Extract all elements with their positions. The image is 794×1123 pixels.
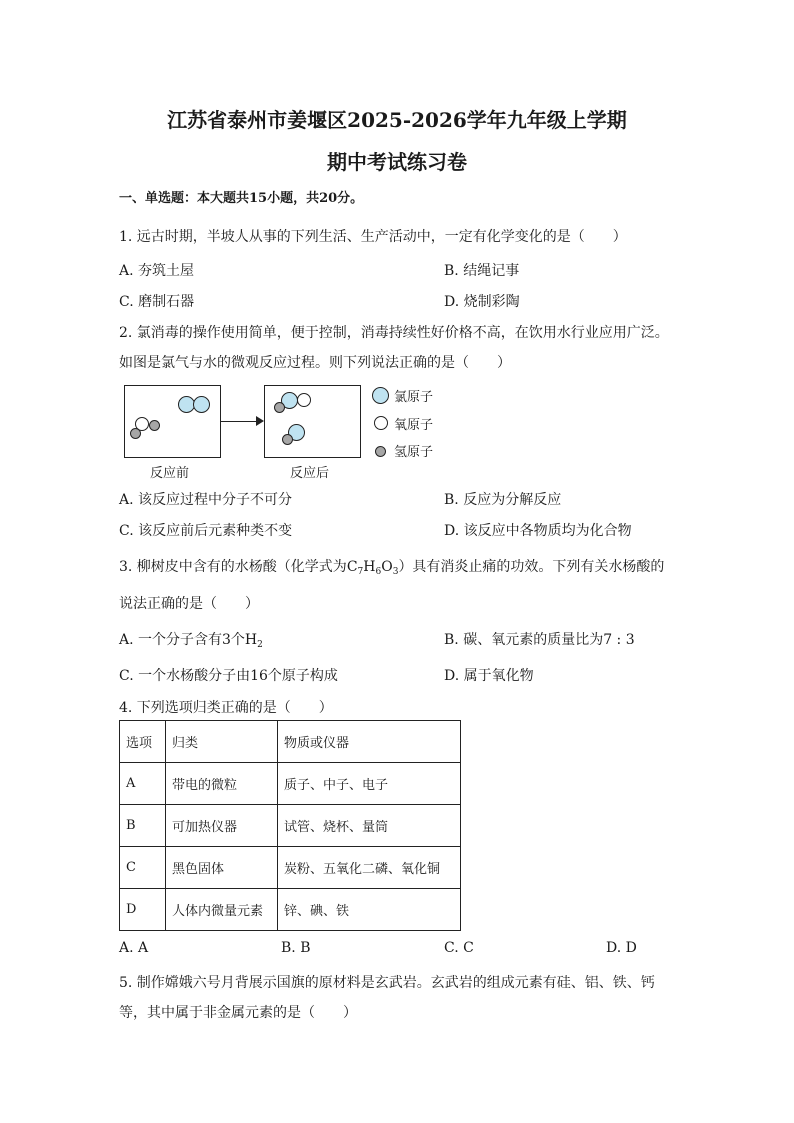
q1-option-b: B. 结绳记事 — [444, 263, 520, 279]
hydrogen-atom — [274, 402, 285, 413]
question-1-stem: 1. 远古时期，半坡人从事的下列生活、生产活动中，一定有化学变化的是（ ） — [119, 229, 627, 245]
formula-n1: 7 — [357, 567, 364, 577]
salicylic-acid-formula — [347, 559, 399, 575]
legend-oxygen-label: 氧原子 — [394, 418, 434, 433]
q3-option-c: C. 一个水杨酸分子由16个原子构成 — [119, 668, 338, 684]
page-subtitle: 期中考试练习卷 — [327, 150, 467, 174]
before-reaction-box — [124, 385, 221, 458]
page-title: 江苏省泰州市姜堰区2025-2026学年九年级上学期 — [167, 108, 627, 132]
question-4-stem: 4. 下列选项归类正确的是（ ） — [119, 700, 333, 716]
q2-option-d: D. 该反应中各物质均为化合物 — [444, 523, 632, 539]
q2-option-b: B. 反应为分解反应 — [444, 492, 562, 508]
q3-option-d: D. 属于氧化物 — [444, 668, 534, 684]
question-5-stem-line1: 5. 制作嫦娥六号月背展示国旗的原材料是玄武岩。玄武岩的组成元素有硅、铝、铁、钙 — [119, 975, 655, 991]
table-cell: D — [120, 889, 166, 931]
q1-option-a: A. 夯筑土屋 — [119, 263, 195, 279]
q3-stem-post: ）具有消炎止痛的功效。下列有关水杨酸的 — [398, 559, 665, 575]
q3-stem-pre: 3. 柳树皮中含有的水杨酸（化学式为 — [119, 559, 347, 575]
table-header-row — [120, 721, 461, 763]
reaction-arrow-head — [256, 416, 264, 426]
q3-option-a — [119, 629, 263, 650]
after-label: 反应后 — [290, 466, 330, 481]
legend-chlorine-icon — [372, 387, 389, 404]
table-cell: 黑色固体 — [166, 847, 278, 889]
q3-option-b: B. 碳、氧元素的质量比为7 : 3 — [444, 632, 635, 648]
question-2-stem-line2: 如图是氯气与水的微观反应过程。则下列说法正确的是（ ） — [119, 355, 511, 371]
q2-option-a: A. 该反应过程中分子不可分 — [119, 492, 293, 508]
table-cell: 带电的微粒 — [166, 763, 278, 805]
question-5-stem-line2: 等，其中属于非金属元素的是（ ） — [119, 1005, 357, 1021]
table-cell: 炭粉、五氧化二磷、氧化铜 — [278, 847, 461, 889]
formula-o: O — [381, 559, 393, 575]
legend-hydrogen-label: 氢原子 — [394, 445, 434, 460]
q1-option-d: D. 烧制彩陶 — [444, 294, 520, 310]
table-cell: 人体内微量元素 — [166, 889, 278, 931]
question-3-stem-line2: 说法正确的是（ ） — [119, 596, 259, 612]
table-header-cell: 物质或仪器 — [278, 721, 461, 763]
question-3-stem-line1 — [119, 556, 664, 577]
q3-option-a-subscript: 2 — [257, 640, 263, 650]
hydrogen-atom — [282, 434, 293, 445]
legend-chlorine-label: 氯原子 — [394, 390, 434, 405]
table-cell: 可加热仪器 — [166, 805, 278, 847]
table-cell: A — [120, 763, 166, 805]
table-row — [120, 889, 461, 931]
q4-option-a: A. A — [119, 940, 149, 956]
formula-h: H — [363, 559, 376, 575]
q2-option-c: C. 该反应前后元素种类不变 — [119, 523, 293, 539]
table-cell: C — [120, 847, 166, 889]
oxygen-atom — [297, 393, 311, 407]
question-2-stem-line1: 2. 氯消毒的操作使用简单，便于控制，消毒持续性好价格不高，在饮用水行业应用广泛。 — [119, 325, 669, 341]
q4-option-c: C. C — [444, 940, 474, 956]
table-cell: 锌、碘、铁 — [278, 889, 461, 931]
table-header-cell: 归类 — [166, 721, 278, 763]
classification-table — [119, 720, 461, 931]
table-row — [120, 805, 461, 847]
table-row — [120, 763, 461, 805]
hydrogen-atom — [130, 428, 141, 439]
section-heading: 一、单选题：本大题共15小题，共20分。 — [119, 191, 364, 206]
table-row — [120, 847, 461, 889]
q4-option-b: B. B — [281, 940, 311, 956]
formula-c: C — [346, 559, 358, 575]
q4-option-d: D. D — [606, 940, 637, 956]
q3-option-a-element: H — [244, 632, 258, 648]
hydrogen-atom — [149, 420, 160, 431]
legend-oxygen-icon — [374, 416, 388, 430]
table-cell: B — [120, 805, 166, 847]
formula-n3: 3 — [392, 567, 399, 577]
after-reaction-box — [264, 385, 361, 458]
before-label: 反应前 — [150, 466, 190, 481]
formula-n2: 6 — [375, 567, 382, 577]
q3-option-a-text: A. 一个分子含有3个 — [119, 632, 245, 648]
q1-option-c: C. 磨制石器 — [119, 294, 195, 310]
table-cell: 质子、中子、电子 — [278, 763, 461, 805]
legend-hydrogen-icon — [375, 446, 386, 457]
chlorine-atom — [193, 396, 210, 413]
table-header-cell: 选项 — [120, 721, 166, 763]
table-cell: 试管、烧杯、量筒 — [278, 805, 461, 847]
